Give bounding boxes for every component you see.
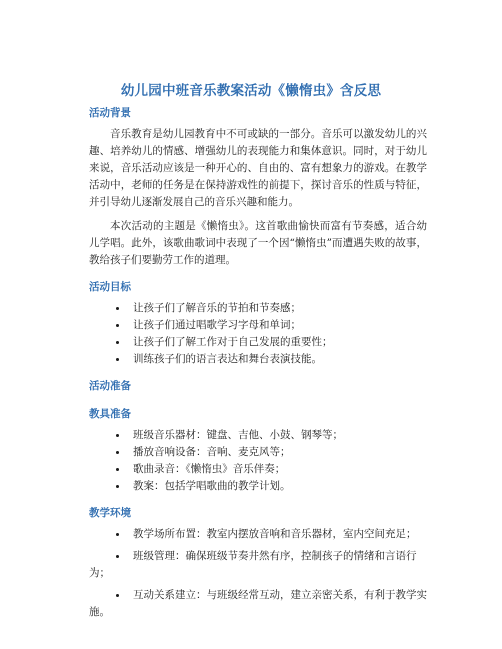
list-item: 让孩子们了解工作对于自己发展的重要性；: [89, 334, 427, 351]
heading-tools: 教具准备: [89, 408, 131, 420]
list-item: 互动关系建立：与班级经常互动，建立亲密关系，有利于教学实施。: [89, 589, 427, 618]
bullet-icon: [116, 358, 119, 361]
bullet-icon: [116, 468, 119, 471]
paragraph-background-1: 音乐教育是幼儿园教育中不可或缺的一部分。音乐可以激发幼儿的兴趣、培养幼儿的情感、增强幼儿的表现能力和集体意识。同时，对于幼儿来说，音乐活动应该是一种开心的、自由的、富有想象力的游戏。在教学活动中，老师的任务是在保持游戏性的前提下，探讨音乐的性质与特征，并引导幼儿逐渐发展自己的音乐兴趣和能力。: [89, 128, 427, 208]
list-item: 歌曲录音：《懒惰虫》音乐伴奏；: [89, 461, 427, 478]
bullet-icon: [116, 533, 119, 536]
heading-prep: 活动准备: [89, 380, 131, 392]
list-item: 教案：包括学唱歌曲的教学计划。: [89, 478, 427, 495]
heading-background: 活动背景: [89, 107, 131, 119]
goals-list: [89, 300, 427, 368]
list-item: 让孩子们了解音乐的节拍和节奏感；: [89, 300, 427, 317]
list-item: 班级管理：确保班级节奏井然有序，控制孩子的情绪和言语行为；: [89, 550, 417, 579]
bullet-icon: [116, 485, 119, 488]
environment-list: [89, 526, 427, 621]
list-item: 训练孩子们的语言表达和舞台表演技能。: [89, 351, 427, 368]
bullet-icon: [116, 324, 119, 327]
bullet-icon: [116, 594, 119, 597]
bullet-icon: [116, 451, 119, 454]
document-title: 幼儿园中班音乐教案活动《懒惰虫》含反思: [120, 83, 382, 99]
bullet-icon: [116, 307, 119, 310]
paragraph-background-2: 本次活动的主题是《懒惰虫》。这首歌曲愉快而富有节奏感，适合幼儿学唱。此外，该歌曲歌词中表现了一个因“懒惰虫”而遭遇失败的故事，教给孩子们要勤劳工作的道理。: [89, 220, 427, 266]
tools-list: [89, 427, 427, 495]
list-item: 教学场所布置：教室内摆放音响和音乐器材，室内空间充足；: [89, 526, 427, 543]
bullet-icon: [116, 434, 119, 437]
document-body: [89, 106, 427, 621]
bullet-icon: [116, 341, 119, 344]
heading-environment: 教学环境: [89, 507, 131, 519]
heading-goals: 活动目标: [89, 281, 131, 293]
list-item: 班级音乐器材：键盘、吉他、小鼓、钢琴等；: [89, 427, 427, 444]
bullet-icon: [116, 555, 119, 558]
list-item: 让孩子们通过唱歌学习字母和单词；: [89, 317, 427, 334]
list-item: 播放音响设备：音响、麦克风等；: [89, 444, 427, 461]
